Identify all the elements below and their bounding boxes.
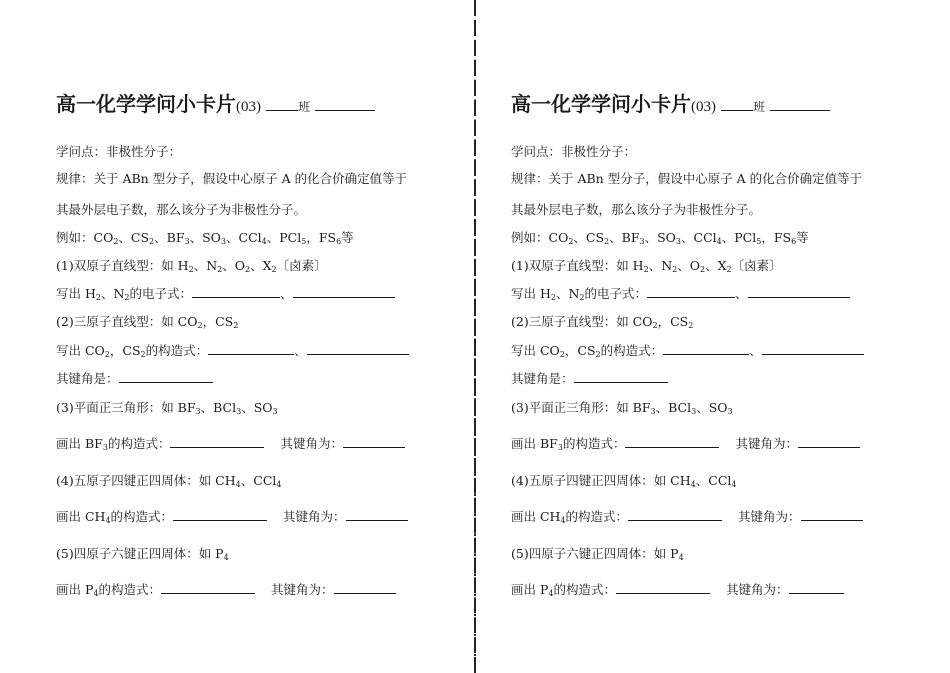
knowledge-point: 学问点：非极性分子：	[511, 144, 637, 159]
answer-blank[interactable]	[293, 286, 395, 298]
answer-blank[interactable]	[798, 436, 860, 448]
answer-blank[interactable]	[173, 509, 267, 521]
answer-blank[interactable]	[192, 286, 280, 298]
card-title	[56, 88, 375, 117]
answer-blank[interactable]	[748, 286, 850, 298]
class-blank[interactable]	[266, 99, 298, 111]
bf3-structure-line: 画出 $BF_3$的构造式： 其键角为：	[56, 436, 405, 452]
p4-structure-line: 画出 $P_4$的构造式： 其键角为：	[56, 582, 396, 598]
tetrahedral-line: (4)五原子四键正四周体：如 $CH_4$、CCl$_4$	[56, 473, 282, 489]
card-right	[511, 0, 931, 673]
name-blank[interactable]	[770, 99, 830, 111]
answer-blank[interactable]	[119, 371, 213, 383]
card-title	[511, 88, 830, 117]
rule-line-1: 规律：关于 ABn 型分子，假设中心原子 A 的化合价确定值等于	[56, 171, 408, 186]
electron-formula-line: 写出 $H_2$、$N_2$的电子式： 、	[56, 286, 395, 302]
triatomic-linear-line: (2)三原子直线型：如 $CO_2$，$CS_2$	[56, 314, 239, 330]
p4-tetrahedral-line: (5)四原子六键正四周体：如 $P_4$	[511, 546, 684, 562]
name-blank[interactable]	[315, 99, 375, 111]
rule-line-2: 其最外层电子数，那么该分子为非极性分子。	[56, 202, 307, 217]
p4-tetrahedral-line: (5)四原子六键正四周体：如 $P_4$	[56, 546, 229, 562]
title-class-label: 班	[298, 100, 311, 114]
answer-blank[interactable]	[801, 509, 863, 521]
answer-blank[interactable]	[307, 343, 409, 355]
diatomic-linear-line: (1)双原子直线型：如 $H_2$、$N_2$、$O_2$、$X_2$〔卤素〕	[511, 258, 782, 274]
answer-blank[interactable]	[343, 436, 405, 448]
bf3-structure-line: 画出 $BF_3$的构造式： 其键角为：	[511, 436, 860, 452]
examples-line: 例如：$CO_2$、$CS_2$、$BF_3$、$SO_3$、CCl$_4$、PCl$_5$，$FS_6$等	[56, 230, 354, 246]
trigonal-planar-line: (3)平面正三角形：如 $BF_3$、BCl$_3$、$SO_3$	[56, 400, 278, 416]
ch4-structure-line: 画出 $CH_4$的构造式： 其键角为：	[56, 509, 408, 525]
answer-blank[interactable]	[616, 582, 710, 594]
answer-blank[interactable]	[789, 582, 844, 594]
title-main: 高一化学学问小卡片	[56, 92, 236, 116]
answer-blank[interactable]	[346, 509, 408, 521]
answer-blank[interactable]	[574, 371, 668, 383]
electron-formula-line: 写出 $H_2$、$N_2$的电子式： 、	[511, 286, 850, 302]
answer-blank[interactable]	[170, 436, 264, 448]
title-number: (03)	[691, 99, 716, 115]
card-left	[56, 0, 476, 673]
title-number: (03)	[236, 99, 261, 115]
triatomic-linear-line: (2)三原子直线型：如 $CO_2$，$CS_2$	[511, 314, 694, 330]
ch4-structure-line: 画出 $CH_4$的构造式： 其键角为：	[511, 509, 863, 525]
cut-line-divider	[474, 0, 476, 673]
tetrahedral-line: (4)五原子四键正四周体：如 $CH_4$、CCl$_4$	[511, 473, 737, 489]
examples-line: 例如：$CO_2$、$CS_2$、$BF_3$、$SO_3$、CCl$_4$、PCl$_5$，$FS_6$等	[511, 230, 809, 246]
structure-formula-line: 写出 $CO_2$，$CS_2$的构造式： 、	[56, 343, 409, 359]
title-main: 高一化学学问小卡片	[511, 92, 691, 116]
bond-angle-line: 其键角是：	[511, 371, 668, 387]
class-blank[interactable]	[721, 99, 753, 111]
answer-blank[interactable]	[208, 343, 294, 355]
diatomic-linear-line: (1)双原子直线型：如 $H_2$、$N_2$、$O_2$、$X_2$〔卤素〕	[56, 258, 327, 274]
knowledge-point: 学问点：非极性分子：	[56, 144, 182, 159]
trigonal-planar-line: (3)平面正三角形：如 $BF_3$、BCl$_3$、$SO_3$	[511, 400, 733, 416]
p4-structure-line: 画出 $P_4$的构造式： 其键角为：	[511, 582, 844, 598]
answer-blank[interactable]	[334, 582, 396, 594]
title-class-label: 班	[753, 100, 766, 114]
answer-blank[interactable]	[762, 343, 864, 355]
answer-blank[interactable]	[663, 343, 749, 355]
answer-blank[interactable]	[625, 436, 719, 448]
structure-formula-line: 写出 $CO_2$，$CS_2$的构造式： 、	[511, 343, 864, 359]
rule-line-1: 规律：关于 ABn 型分子，假设中心原子 A 的化合价确定值等于	[511, 171, 863, 186]
bond-angle-line: 其键角是：	[56, 371, 213, 387]
answer-blank[interactable]	[647, 286, 735, 298]
answer-blank[interactable]	[628, 509, 722, 521]
answer-blank[interactable]	[161, 582, 255, 594]
rule-line-2: 其最外层电子数，那么该分子为非极性分子。	[511, 202, 762, 217]
